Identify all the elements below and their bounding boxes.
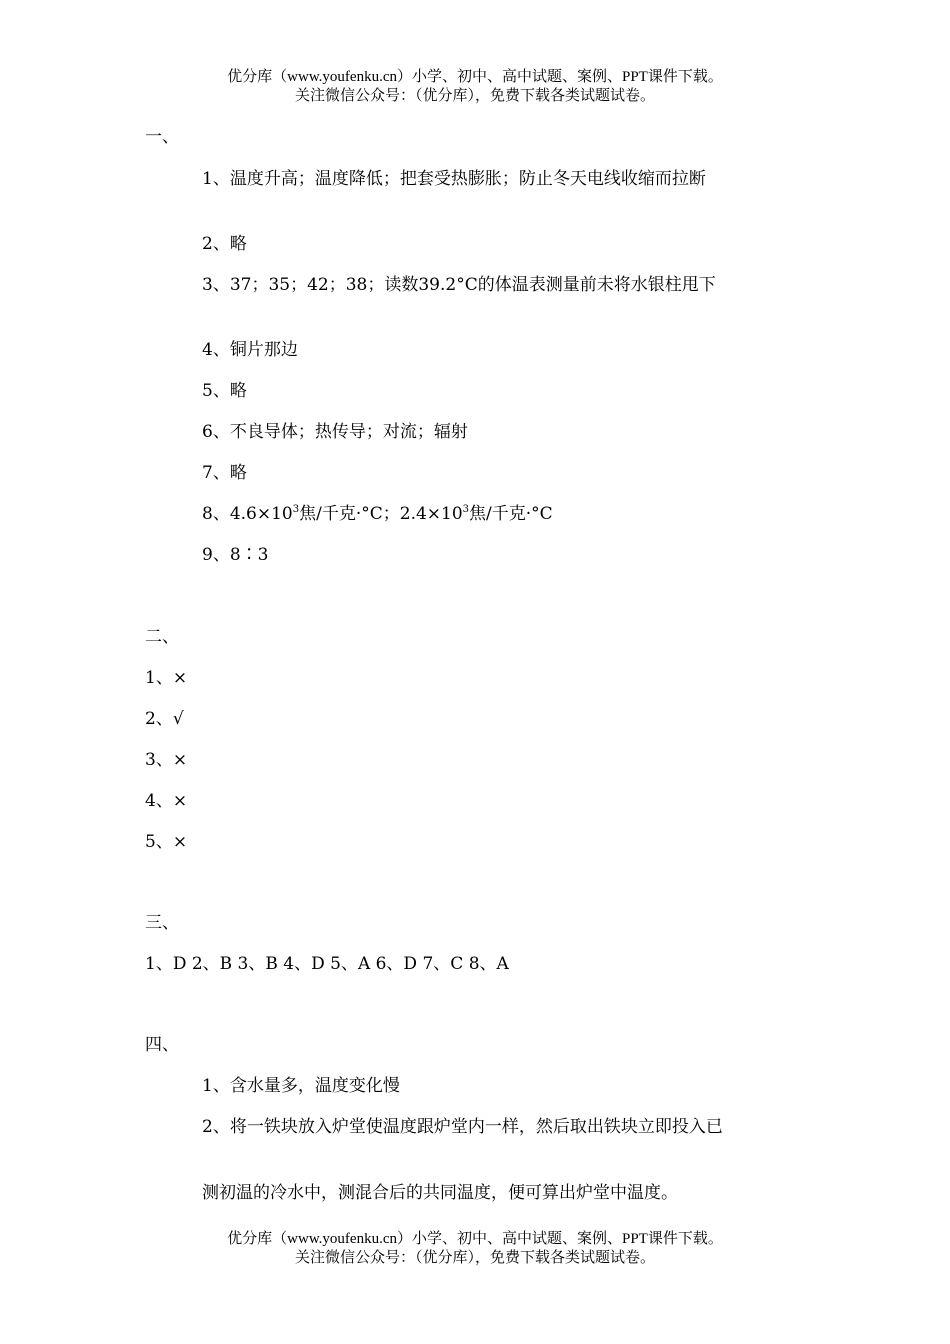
answer-1-8	[202, 502, 553, 526]
answer-1-1: 1、温度升高；温度降低；把套受热膨胀；防止冬天电线收缩而拉断	[202, 169, 706, 189]
answer-1-6: 6、不良导体；热传导；对流；辐射	[202, 422, 468, 442]
header-line-1: 优分库（www.youfenku.cn）小学、初中、高中试题、案例、PPT课件下载。	[227, 69, 723, 85]
answer-1-5: 5、略	[202, 381, 247, 401]
section-3-title: 三、	[145, 913, 179, 933]
header-line-2: 关注微信公众号：（优分库），免费下载各类试题试卷。	[294, 88, 655, 104]
answer-1-8-exponent-2: 3	[462, 504, 470, 515]
answer-2-3: 3、×	[145, 750, 188, 770]
answer-1-8-suffix: 焦/千克·°C	[469, 504, 553, 524]
answer-1-9: 9、8∶3	[202, 545, 269, 565]
answer-2-2: 2、√	[145, 709, 184, 729]
answer-4-2: 2、将一铁块放入炉堂使温度跟炉堂内一样，然后取出铁块立即投入已	[202, 1117, 723, 1137]
page-header	[0, 68, 950, 106]
page-footer	[0, 1230, 950, 1268]
footer-line-2: 关注微信公众号：（优分库），免费下载各类试题试卷。	[294, 1250, 655, 1266]
answer-1-4: 4、铜片那边	[202, 340, 298, 360]
answer-1-2: 2、略	[202, 234, 247, 254]
section-1-title: 一、	[145, 127, 179, 147]
answer-3-choices: 1、D 2、B 3、B 4、D 5、A 6、D 7、C 8、A	[145, 954, 509, 974]
answer-1-8-middle: 焦/千克·°C；2.4×10	[299, 504, 463, 524]
section-4-title: 四、	[145, 1035, 179, 1055]
answer-2-4: 4、×	[145, 791, 188, 811]
footer-line-1: 优分库（www.youfenku.cn）小学、初中、高中试题、案例、PPT课件下载。	[227, 1231, 723, 1247]
answer-1-8-prefix: 8、4.6×10	[202, 504, 293, 524]
answer-1-3: 3、37；35；42；38；读数39.2°C的体温表测量前未将水银柱甩下	[202, 275, 716, 295]
answer-2-1: 1、×	[145, 668, 188, 688]
answer-1-8-exponent-1: 3	[292, 504, 300, 515]
answer-4-2-continued: 测初温的冷水中，测混合后的共同温度，便可算出炉堂中温度。	[202, 1183, 678, 1203]
answer-2-5: 5、×	[145, 832, 188, 852]
answer-4-1: 1、含水量多，温度变化慢	[202, 1076, 400, 1096]
section-2-title: 二、	[145, 627, 179, 647]
answer-1-7: 7、略	[202, 463, 247, 483]
